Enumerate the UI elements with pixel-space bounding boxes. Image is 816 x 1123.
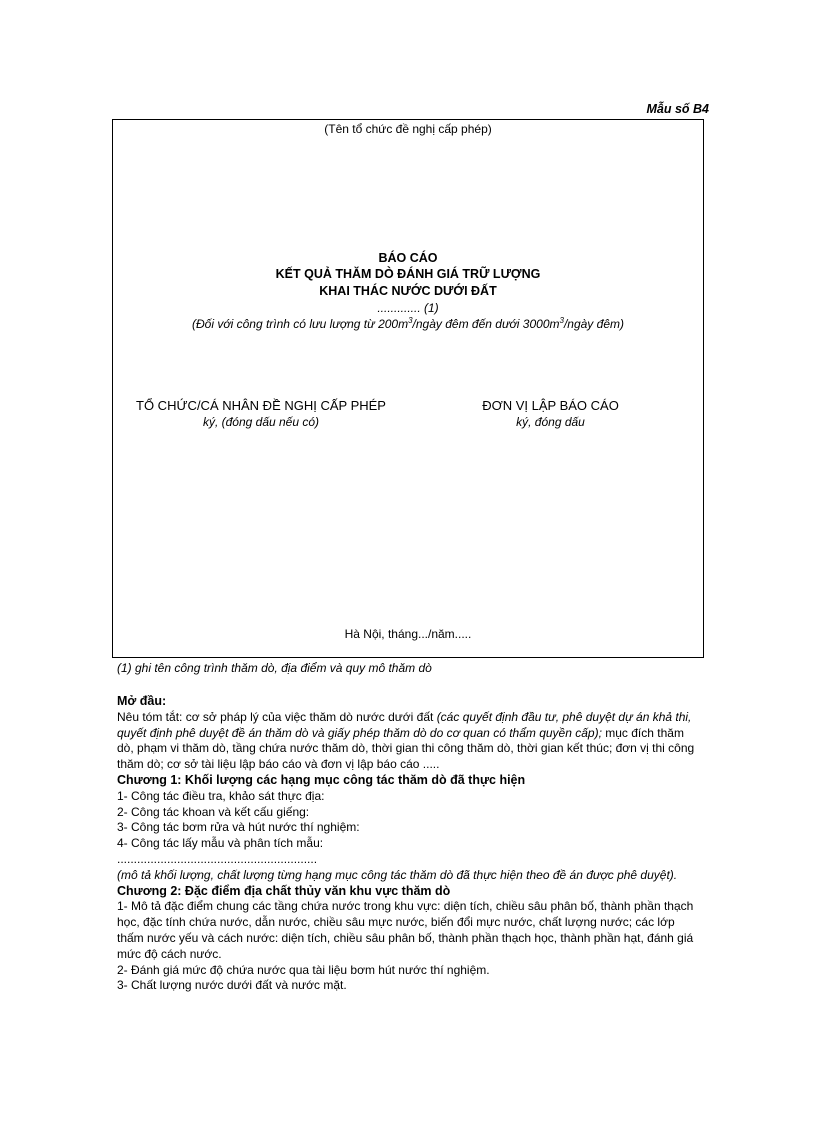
intro-heading: Mở đầu: (117, 694, 167, 708)
applicant-signature-block (121, 398, 401, 429)
chapter1-item: 1- Công tác điều tra, khảo sát thực địa: (117, 788, 325, 803)
chapter2-item: 1- Mô tả đặc điểm chung các tầng chứa nước trong khu vực: diện tích, chiều sâu phân bố, thành phần thạch học, đặc tính chứa nước, dẫn nước, chiều sâu mực nước, biến đổi mực nước, chất lượng nước; các lớp thấm nước yếu và cách nước: diện tích, chiều sâu phân bố, thành phần thạch học, thành phần hạt, đánh giá mức độ cách nước. (117, 899, 694, 961)
report-title-line1: BÁO CÁO (378, 251, 438, 265)
preparer-signature-block (423, 398, 678, 429)
report-title-line2: KẾT QUẢ THĂM DÒ ĐÁNH GIÁ TRỮ LƯỢNG (275, 267, 541, 281)
chapter1-item: 4- Công tác lấy mẫu và phân tích mẫu: (117, 836, 324, 851)
cover-page-frame (112, 119, 704, 658)
project-name-placeholder: ............. (1) (377, 301, 439, 315)
applicant-note: ký, (đóng dấu nếu có) (202, 415, 320, 429)
applicant-title: TỔ CHỨC/CÁ NHÂN ĐỀ NGHỊ CẤP PHÉP (136, 398, 386, 413)
place-date: Hà Nội, tháng.../năm..... (344, 627, 472, 641)
footnote: (1) ghi tên công trình thăm dò, địa điểm và quy mô thăm dò (117, 661, 432, 675)
chapter1-item: 2- Công tác khoan và kết cấu giếng: (117, 804, 310, 819)
chapter2-heading: Chương 2: Đặc điểm địa chất thủy văn khu vực thăm dò (117, 883, 451, 898)
organization-placeholder: (Tên tổ chức đề nghị cấp phép) (324, 122, 492, 136)
chapter2-item: 2- Đánh giá mức độ chứa nước qua tài liệu bơm hút nước thí nghiệm. (117, 962, 490, 977)
form-number: Mẫu số B4 (646, 102, 709, 116)
report-title-line3: KHAI THÁC NƯỚC DƯỚI ĐẤT (319, 284, 497, 298)
preparer-title: ĐƠN VỊ LẬP BÁO CÁO (482, 398, 619, 413)
intro-paragraph: Nêu tóm tắt: cơ sở pháp lý của việc thăm dò nước dưới đất (các quyết định đầu tư, phê duyệt dự án khả thi, quyết định phê duyệt đề án thăm dò và giấy phép thăm dò do cơ quan có thẩm quyền cấp); mục đích thăm dò, phạm vi thăm dò, tầng chứa nước thăm dò, thời gian thi công thăm dò, thời gian kết thúc; đơn vị thi công thăm dò; cơ sở tài liệu lập báo cáo và đơn vị lập báo cáo ..... (117, 709, 695, 772)
preparer-note: ký, đóng dấu (516, 415, 585, 429)
chapter1-heading: Chương 1: Khối lượng các hạng mục công tác thăm dò đã thực hiện (117, 772, 526, 787)
chapter1-note: (mô tả khối lượng, chất lượng từng hạng mục công tác thăm dò đã thực hiện theo đề án được phê duyệt). (117, 867, 678, 882)
flow-rate-scope: (Đối với công trình có lưu lượng từ $200m^3$/ngày đêm đến dưới $3000m^3$/ngày đêm) (192, 316, 624, 331)
chapter1-item: 3- Công tác bơm rửa và hút nước thí nghiệm: (117, 820, 360, 835)
chapter2-item: 3- Chất lượng nước dưới đất và nước mặt. (117, 978, 347, 993)
chapter1-dots: ............................................................ (117, 851, 318, 866)
report-outline (117, 694, 697, 994)
